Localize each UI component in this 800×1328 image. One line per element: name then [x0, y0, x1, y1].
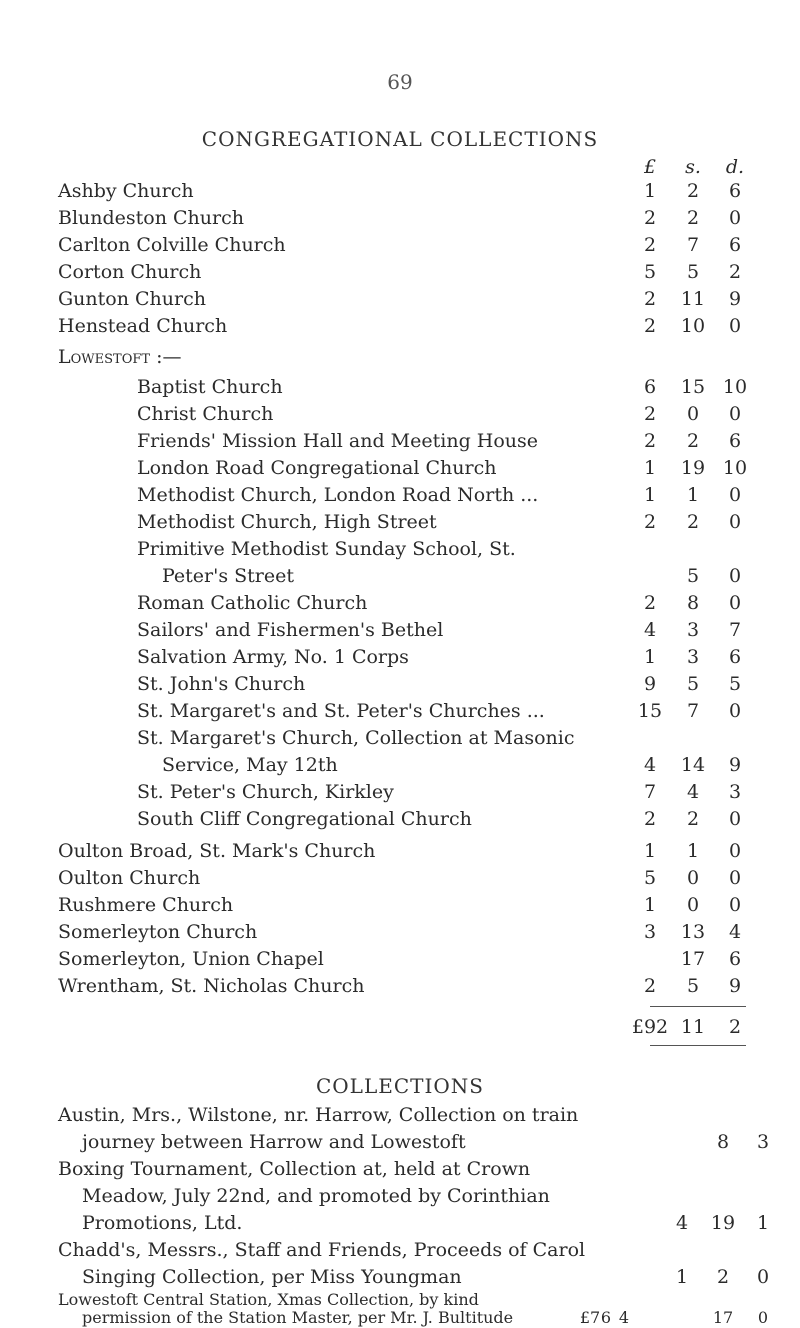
entry-pence: 6 — [728, 646, 742, 668]
entry-label: Roman Catholic Church — [137, 592, 368, 614]
entry-pence: 9 — [728, 975, 742, 997]
entry-pence: 2 — [728, 261, 742, 283]
entry-pounds: 5 — [643, 261, 657, 283]
list-item — [0, 232, 800, 258]
collections-total-row — [0, 1309, 800, 1327]
entry-pence: 5 — [728, 673, 742, 695]
entry-pounds: 4 — [643, 754, 657, 776]
list-item — [0, 563, 800, 589]
entry-label: Lowestoft Central Station, Xmas Collection, by kind — [58, 1290, 479, 1309]
entry-pounds: 1 — [675, 1266, 689, 1288]
entry-shillings: 4 — [686, 781, 700, 803]
column-header-row — [0, 154, 800, 180]
entry-label: Methodist Church, High Street — [137, 511, 437, 533]
entry-shillings: 5 — [686, 975, 700, 997]
entry-shillings: 0 — [686, 403, 700, 425]
entry-pence: 6 — [728, 430, 742, 452]
entry-shillings: 14 — [680, 754, 706, 776]
total-rule-top — [650, 1006, 746, 1007]
entry-pence: 6 — [728, 234, 742, 256]
entry-label: Somerleyton Church — [58, 921, 258, 943]
list-item — [0, 644, 800, 670]
entry-pence: 6 — [728, 948, 742, 970]
entry-pence: 3 — [756, 1131, 770, 1153]
list-item — [0, 178, 800, 204]
list-item — [0, 1264, 800, 1290]
lowestoft-heading: Lowestoft :— — [58, 346, 182, 368]
entry-pence: 0 — [728, 207, 742, 229]
entry-shillings: 2 — [716, 1266, 730, 1288]
entry-pounds: 2 — [643, 592, 657, 614]
entry-label: Austin, Mrs., Wilstone, nr. Harrow, Collection on train — [58, 1104, 579, 1126]
entry-shillings: 10 — [680, 315, 706, 337]
entry-label: St. Margaret's Church, Collection at Masonic — [137, 727, 575, 749]
entry-pounds: 2 — [643, 315, 657, 337]
entry-shillings: 8 — [686, 592, 700, 614]
entry-pounds: 2 — [643, 808, 657, 830]
entry-label: Peter's Street — [162, 565, 295, 587]
entry-pounds: 2 — [643, 430, 657, 452]
entry-label: Salvation Army, No. 1 Corps — [137, 646, 409, 668]
entry-pounds: 1 — [643, 894, 657, 916]
list-item — [0, 286, 800, 312]
entry-pence: 7 — [728, 619, 742, 641]
entry-shillings: 2 — [686, 180, 700, 202]
list-item — [0, 752, 800, 778]
entry-pence: 6 — [728, 180, 742, 202]
list-item — [0, 1183, 800, 1209]
list-item — [0, 1129, 800, 1155]
section-heading-collections: COLLECTIONS — [315, 1074, 484, 1098]
entry-shillings: 7 — [686, 234, 700, 256]
entry-pounds: 1 — [643, 484, 657, 506]
list-item — [0, 892, 800, 918]
list-item — [0, 1156, 800, 1182]
list-item — [0, 1237, 800, 1263]
list-item — [0, 919, 800, 945]
entry-label: Henstead Church — [58, 315, 228, 337]
list-item — [0, 509, 800, 535]
entry-pence: 0 — [728, 315, 742, 337]
entry-pence: 3 — [728, 781, 742, 803]
entry-pence: 10 — [722, 376, 748, 398]
entry-label: Corton Church — [58, 261, 202, 283]
entry-pence: 0 — [728, 511, 742, 533]
entry-label: Somerleyton, Union Chapel — [58, 948, 324, 970]
list-item — [0, 536, 800, 562]
list-item — [0, 698, 800, 724]
entry-shillings: 0 — [686, 867, 700, 889]
entry-pence: 0 — [728, 403, 742, 425]
entry-pence: 0 — [756, 1266, 770, 1288]
entry-label: St. John's Church — [137, 673, 306, 695]
entry-shillings: 2 — [686, 808, 700, 830]
entry-label: Baptist Church — [137, 376, 283, 398]
entry-label: Singing Collection, per Miss Youngman — [82, 1266, 462, 1288]
entry-shillings: 5 — [686, 261, 700, 283]
entry-pence: 0 — [728, 565, 742, 587]
entry-shillings: 13 — [680, 921, 706, 943]
entry-label: permission of the Station Master, per Mr. J. Bultitude — [82, 1308, 514, 1327]
entry-label: Wrentham, St. Nicholas Church — [58, 975, 365, 997]
entry-label: journey between Harrow and Lowestoft — [82, 1131, 466, 1153]
entry-shillings: 15 — [680, 376, 706, 398]
entry-pounds: 4 — [643, 619, 657, 641]
list-item — [0, 973, 800, 999]
entry-label: Sailors' and Fishermen's Bethel — [137, 619, 444, 641]
list-item — [0, 671, 800, 697]
entry-pounds: 15 — [637, 700, 663, 722]
entry-pounds: 5 — [643, 867, 657, 889]
entry-pence: 0 — [728, 840, 742, 862]
entry-pence: 0 — [728, 700, 742, 722]
list-item — [0, 725, 800, 751]
entry-pence: 0 — [728, 808, 742, 830]
entry-label: St. Peter's Church, Kirkley — [137, 781, 394, 803]
total-pounds: £7 — [579, 1308, 601, 1327]
list-item — [0, 428, 800, 454]
entry-shillings: 8 — [716, 1131, 730, 1153]
list-item — [0, 590, 800, 616]
entry-label: Friends' Mission Hall and Meeting House — [137, 430, 539, 452]
entry-label: Oulton Church — [58, 867, 201, 889]
entry-pounds: 9 — [643, 673, 657, 695]
entry-pounds: 2 — [643, 207, 657, 229]
entry-label: Meadow, July 22nd, and promoted by Corinthian — [82, 1185, 550, 1207]
entry-label: Methodist Church, London Road North ... — [137, 484, 539, 506]
list-item — [0, 838, 800, 864]
list-item — [0, 205, 800, 231]
entry-label: Oulton Broad, St. Mark's Church — [58, 840, 376, 862]
list-item — [0, 1102, 800, 1128]
list-item — [0, 455, 800, 481]
entry-pence: 10 — [722, 457, 748, 479]
entry-shillings: 1 — [686, 484, 700, 506]
total-pounds: £92 — [631, 1016, 669, 1038]
entry-pounds: 7 — [643, 781, 657, 803]
list-item — [0, 865, 800, 891]
entry-label: Service, May 12th — [162, 754, 338, 776]
entry-shillings: 5 — [686, 673, 700, 695]
list-item — [0, 374, 800, 400]
entry-pounds: 3 — [643, 921, 657, 943]
list-item — [0, 779, 800, 805]
section-heading-congregational: CONGREGATIONAL COLLECTIONS — [201, 127, 599, 151]
pence-header: d. — [725, 156, 745, 178]
entry-pence: 0 — [757, 1308, 769, 1327]
entry-shillings: 7 — [686, 700, 700, 722]
entry-shillings: 5 — [686, 565, 700, 587]
entry-pounds: 6 — [643, 376, 657, 398]
list-item — [0, 401, 800, 427]
entry-pence: 9 — [728, 288, 742, 310]
total-pence: 4 — [618, 1308, 630, 1327]
entry-shillings: 17 — [680, 948, 706, 970]
total-row — [0, 1014, 800, 1040]
entry-shillings: 1 — [686, 840, 700, 862]
entry-label: Blundeston Church — [58, 207, 244, 229]
entry-label: Christ Church — [137, 403, 274, 425]
pounds-header: £ — [643, 156, 657, 178]
entry-label: Carlton Colville Church — [58, 234, 286, 256]
entry-label: St. Margaret's and St. Peter's Churches ... — [137, 700, 545, 722]
entry-shillings: 19 — [710, 1212, 736, 1234]
entry-label: South Cliff Congregational Church — [137, 808, 472, 830]
entry-pounds: 2 — [643, 288, 657, 310]
total-shillings: 6 — [600, 1308, 612, 1327]
entry-shillings: 19 — [680, 457, 706, 479]
entry-label: Ashby Church — [58, 180, 194, 202]
entry-label: Chadd's, Messrs., Staff and Friends, Proceeds of Carol — [58, 1239, 586, 1261]
total-rule-bottom — [650, 1045, 746, 1046]
entry-shillings: 3 — [686, 619, 700, 641]
entry-label: Rushmere Church — [58, 894, 234, 916]
total-shillings: 11 — [680, 1016, 706, 1038]
shillings-header: s. — [685, 156, 701, 178]
entry-shillings: 2 — [686, 430, 700, 452]
entry-pounds: 1 — [643, 180, 657, 202]
entry-shillings: 3 — [686, 646, 700, 668]
list-item — [0, 806, 800, 832]
list-item — [0, 313, 800, 339]
entry-pounds: 1 — [643, 840, 657, 862]
entry-label: Boxing Tournament, Collection at, held at Crown — [58, 1158, 531, 1180]
list-item — [0, 259, 800, 285]
entry-label: Primitive Methodist Sunday School, St. — [137, 538, 516, 560]
total-pence: 2 — [728, 1016, 742, 1038]
page-number: 69 — [387, 70, 413, 94]
entry-pounds: 2 — [643, 403, 657, 425]
entry-pence: 0 — [728, 592, 742, 614]
entry-shillings: 0 — [686, 894, 700, 916]
entry-pence: 0 — [728, 484, 742, 506]
entry-shillings: 2 — [686, 511, 700, 533]
entry-pounds: 1 — [643, 646, 657, 668]
list-item — [0, 617, 800, 643]
entry-pounds: 2 — [643, 511, 657, 533]
entry-pence: 0 — [728, 894, 742, 916]
list-item — [0, 1210, 800, 1236]
entry-pence: 4 — [728, 921, 742, 943]
entry-pence: 1 — [756, 1212, 770, 1234]
entry-label: Promotions, Ltd. — [82, 1212, 243, 1234]
entry-pounds: 1 — [643, 457, 657, 479]
entry-pence: 9 — [728, 754, 742, 776]
entry-label: London Road Congregational Church — [137, 457, 497, 479]
list-item — [0, 946, 800, 972]
entry-shillings: 2 — [686, 207, 700, 229]
lowestoft-heading-row — [0, 344, 800, 370]
entry-pounds: 4 — [675, 1212, 689, 1234]
entry-pounds: 2 — [643, 975, 657, 997]
list-item — [0, 482, 800, 508]
entry-pounds: 2 — [643, 234, 657, 256]
entry-shillings: 17 — [712, 1308, 734, 1327]
entry-pence: 0 — [728, 867, 742, 889]
entry-label: Gunton Church — [58, 288, 206, 310]
entry-shillings: 11 — [680, 288, 706, 310]
